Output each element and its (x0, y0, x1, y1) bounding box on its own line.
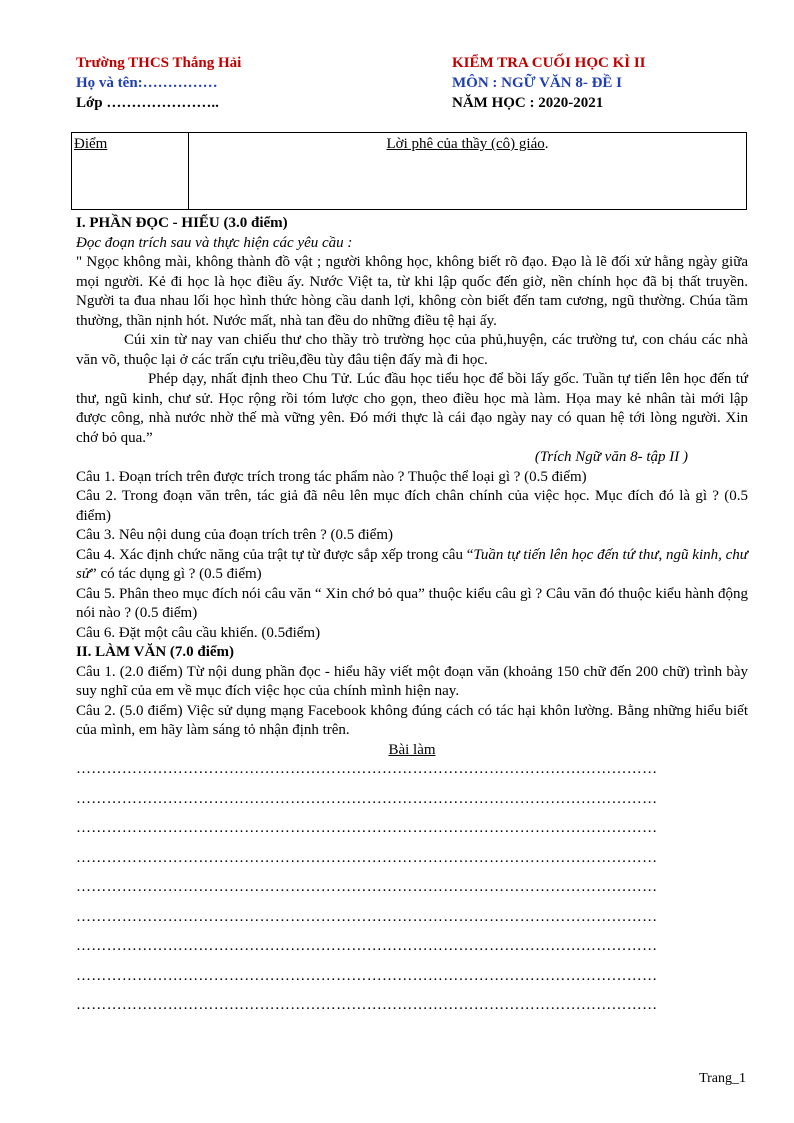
part2-title: II. LÀM VĂN (7.0 điểm) (76, 644, 235, 660)
exam-subject: MÔN : NGỮ VĂN 8- ĐỀ I (452, 75, 622, 91)
question-4-suffix: ” có tác dụng gì ? (0.5 điểm) (90, 566, 262, 582)
answer-line[interactable]: …………………………………………………………………………………………………… (76, 879, 658, 895)
essay-question-1: Câu 1. (2.0 điểm) Từ nội dung phần đọc - hiểu hãy viết một đoạn văn (khoảng 150 chữ đến 200 chữ) trình bày suy nghĩ của em về mục đích việc học của chính mình hiện nay. (76, 663, 748, 699)
page-number: Trang_1 (699, 1071, 746, 1086)
answer-section (76, 741, 748, 761)
grade-box (71, 132, 747, 210)
question-4-quote: Tuần tự tiến lên học đến tứ thư, ngũ kinh, chư sử (76, 546, 748, 582)
comment-dot: . (544, 136, 549, 152)
passage-source: (Trích Ngữ văn 8- tập II ) (534, 449, 688, 465)
answer-line[interactable]: …………………………………………………………………………………………………… (76, 938, 658, 954)
answer-line[interactable]: …………………………………………………………………………………………………… (76, 967, 658, 984)
answer-line[interactable]: …………………………………………………………………………………………………… (76, 908, 658, 925)
question-1: Câu 1. Đoạn trích trên được trích trong tác phẩm nào ? Thuộc thể loại gì ? (0.5 điểm) (76, 468, 587, 485)
teacher-comment-cell (189, 133, 746, 209)
score-label: Điểm (72, 133, 189, 209)
exam-header (76, 54, 748, 114)
question-5: Câu 5. Phân theo mục đích nói câu văn “ Xin chớ bỏ qua” thuộc kiểu câu gì ? Câu văn đó thuộc kiểu hành động nói nào ? (0.5 điểm) (76, 585, 748, 621)
student-name-field: Họ và tên:…………… (76, 75, 218, 91)
answer-line[interactable]: …………………………………………………………………………………………………… (76, 849, 658, 866)
essay-question-2: Câu 2. (5.0 điểm) Việc sử dụng mạng Facebook không đúng cách có tác hại khôn lường. Bằng những hiểu biết của mình, em hãy làm sáng tỏ nhận định trên. (76, 702, 748, 738)
answer-line[interactable]: …………………………………………………………………………………………………… (76, 997, 658, 1013)
passage-paragraph-3: Phép dạy, nhất định theo Chu Tử. Lúc đầu học tiểu học để bồi lấy gốc. Tuần tự tiến lên học đến tứ thư, ngũ kinh, chư sử. Học rộng rồi tóm lược cho gọn, theo điều học mà làm. Họa may kẻ nhân tài mới lập được công, nhà nước nhờ thế mà vững yên. Đó mới thực là cái đạo ngày nay có quan hệ tới lòng người. Xin chớ bỏ qua.” (76, 371, 748, 446)
school-year: NĂM HỌC : 2020-2021 (452, 95, 604, 111)
teacher-comment-label: Lời phê của thầy (cô) giáo (386, 136, 545, 152)
exam-title: KIỂM TRA CUỐI HỌC KÌ II (452, 55, 646, 71)
school-name: Trường THCS Thắng Hải (76, 55, 242, 71)
part1-instruction: Đọc đoạn trích sau và thực hiện các yêu cầu : (76, 234, 353, 251)
class-field: Lớp ………………….. (76, 95, 219, 111)
question-2: Câu 2. Trong đoạn văn trên, tác giả đã nêu lên mục đích chân chính của việc học. Mục đích đó là gì ? (0.5 điểm) (76, 488, 748, 524)
exam-page (76, 54, 748, 1026)
answer-line[interactable]: …………………………………………………………………………………………………… (76, 790, 658, 807)
question-4-prefix: Câu 4. Xác định chức năng của trật tự từ được sắp xếp trong câu “ (76, 546, 474, 563)
passage-paragraph-1: " Ngọc không mài, không thành đồ vật ; người không học, không biết rõ đạo. Đạo là lẽ đối xử hằng ngày giữa mọi người. Kẻ đi học là học điều ấy. Nước Việt ta, từ khi lập quốc đến giờ, nền chính học đã bị thất truyền. Người ta đua nhau lối học hình thức hòng cầu danh lợi, không còn biết đến tam cương, ngũ thường. Chúa tầm thường, thần nịnh hót. Nước mất, nhà tan đều do những điều tệ hại ấy. (76, 254, 748, 329)
question-6: Câu 6. Đặt một câu cầu khiến. (0.5điểm) (76, 624, 321, 641)
answer-line[interactable]: …………………………………………………………………………………………………… (76, 761, 658, 777)
answer-title: Bài làm (388, 741, 436, 758)
part1-title: I. PHẦN ĐỌC - HIỂU (3.0 điểm) (76, 215, 288, 231)
answer-line[interactable]: …………………………………………………………………………………………………… (76, 820, 658, 836)
answer-lines[interactable] (76, 760, 748, 1026)
question-3: Câu 3. Nêu nội dung của đoạn trích trên ? (0.5 điểm) (76, 527, 393, 543)
passage-paragraph-2: Cúi xin từ nay van chiếu thư cho thầy trò trường học của phủ,huyện, các trường tư, con cháu các nhà văn võ, thuộc lại ở các trấn cựu triều,đều tùy đâu tiện đấy mà đi học. (76, 332, 748, 368)
question-4 (76, 546, 748, 585)
